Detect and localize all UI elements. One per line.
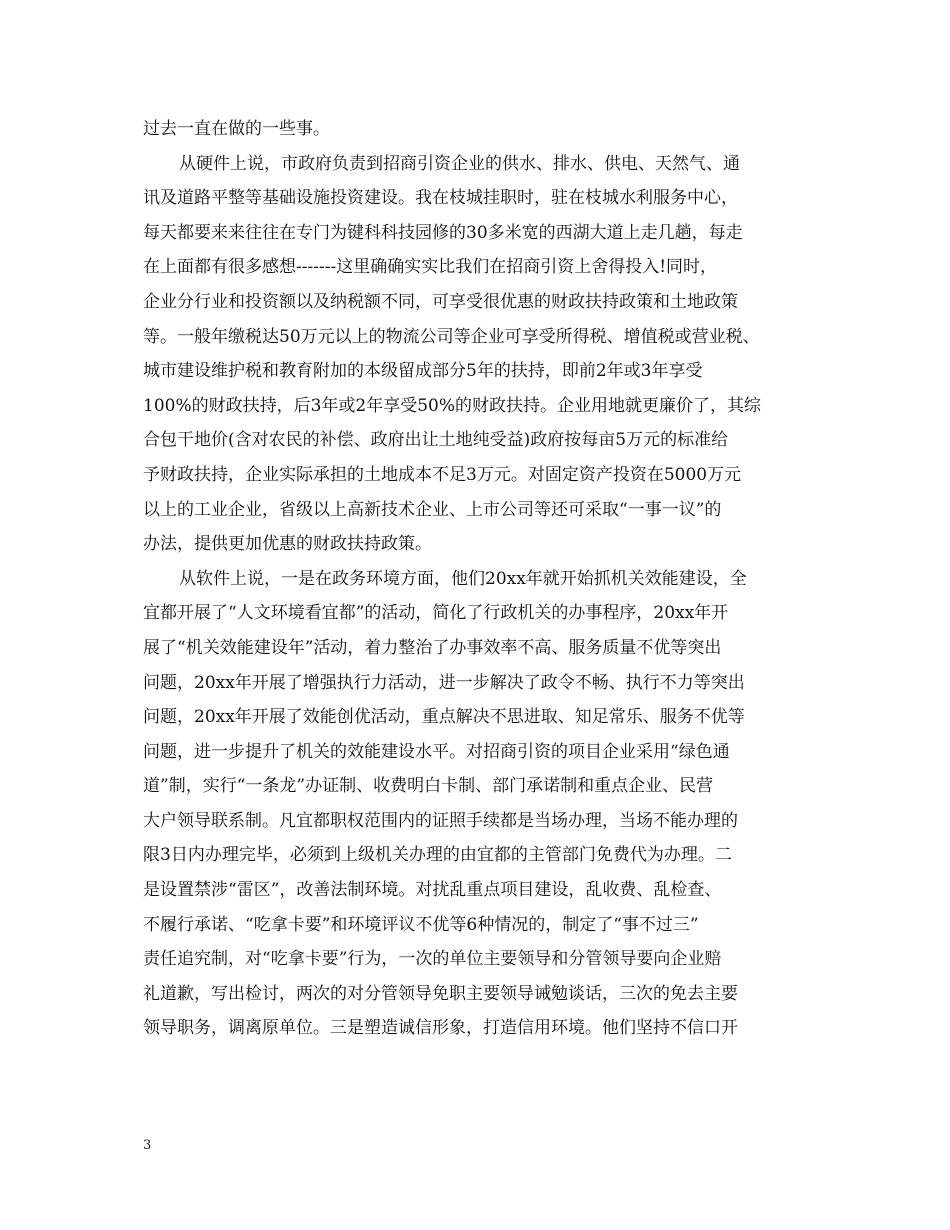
text-line: 问题，20xx年开展了效能创优活动，重点解决不思进取、知足常乐、服务不优等 [143, 707, 745, 728]
body-text [143, 112, 823, 1046]
text-line: 问题，20xx年开展了增强执行力活动，进一步解决了政令不畅、执行不力等突出 [143, 672, 745, 693]
text-line: 办法，提供更加优惠的财政扶持政策。 [143, 534, 432, 555]
text-line: 不履行承诺、“吃拿卡要”和环境评议不优等6种情况的，制定了“事不过三” [143, 914, 699, 935]
text-line: 合包干地价(含对农民的补偿、政府出让土地纯受益)政府按每亩5万元的标准给 [143, 430, 729, 451]
text-line: 礼道歉，写出检讨，两次的对分管领导免职主要领导诫勉谈话，三次的免去主要 [143, 983, 738, 1004]
text-line: 大户领导联系制。凡宜都职权范围内的证照手续都是当场办理，当场不能办理的 [143, 810, 738, 831]
text-line: 从硬件上说，市政府负责到招商引资企业的供水、排水、供电、天然气、通 [179, 153, 740, 174]
text-line: 问题，进一步提升了机关的效能建设水平。对招商引资的项目企业采用“绿色通 [143, 741, 730, 762]
text-line: 宜都开展了“人文环境看宜都”的活动，简化了行政机关的办事程序，20xx年开 [143, 603, 729, 624]
text-line: 城市建设维护税和教育附加的本级留成部分5年的扶持，即前2年或3年享受 [143, 361, 703, 382]
page-number: 3 [143, 1138, 152, 1153]
text-line: 100%的财政扶持，后3年或2年享受50%的财政扶持。企业用地就更廉价了，其综 [143, 395, 762, 416]
text-line: 是设置禁涉“雷区”，改善法制环境。对扰乱重点项目建设，乱收费、乱检查、 [143, 880, 722, 901]
text-line: 展了“机关效能建设年”活动，着力整治了办事效率不高、服务质量不优等突出 [143, 637, 722, 658]
text-line: 从软件上说，一是在政务环境方面，他们20xx年就开始抓机关效能建设，全 [179, 568, 747, 589]
text-line: 讯及道路平整等基础设施投资建设。我在枝城挂职时，驻在枝城水利服务中心， [143, 188, 738, 209]
text-line: 领导职务，调离原单位。三是塑造诚信形象，打造信用环境。他们坚持不信口开 [143, 1018, 738, 1039]
text-line: 责任追究制，对“吃拿卡要”行为，一次的单位主要领导和分管领导要向企业赔 [143, 949, 722, 970]
text-line: 在上面都有很多感想-------这里确确实实比我们在招商引资上舍得投入!同时， [143, 257, 718, 278]
text-line: 每天都要来来往往在专门为键科科技园修的30多米宽的西湖大道上走几趟，每走 [143, 222, 743, 243]
text-line: 道”制，实行“一条龙”办证制、收费明白卡制、部门承诺制和重点企业、民营 [143, 776, 714, 797]
text-line: 过去一直在做的一些事。 [143, 119, 330, 139]
text-line: 限3日内办理完毕，必须到上级机关办理的由宜都的主管部门免费代为办理。二 [143, 845, 732, 866]
text-line: 以上的工业企业，省级以上高新技术企业、上市公司等还可采取“一事一议”的 [143, 499, 722, 520]
text-line: 企业分行业和投资额以及纳税额不同，可享受很优惠的财政扶持政策和土地政策 [143, 291, 738, 312]
text-line: 予财政扶持，企业实际承担的土地成本不足3万元。对固定资产投资在5000万元 [143, 464, 742, 485]
text-line: 等。一般年缴税达50万元以上的物流公司等企业可享受所得税、增值税或营业税、 [143, 326, 760, 347]
